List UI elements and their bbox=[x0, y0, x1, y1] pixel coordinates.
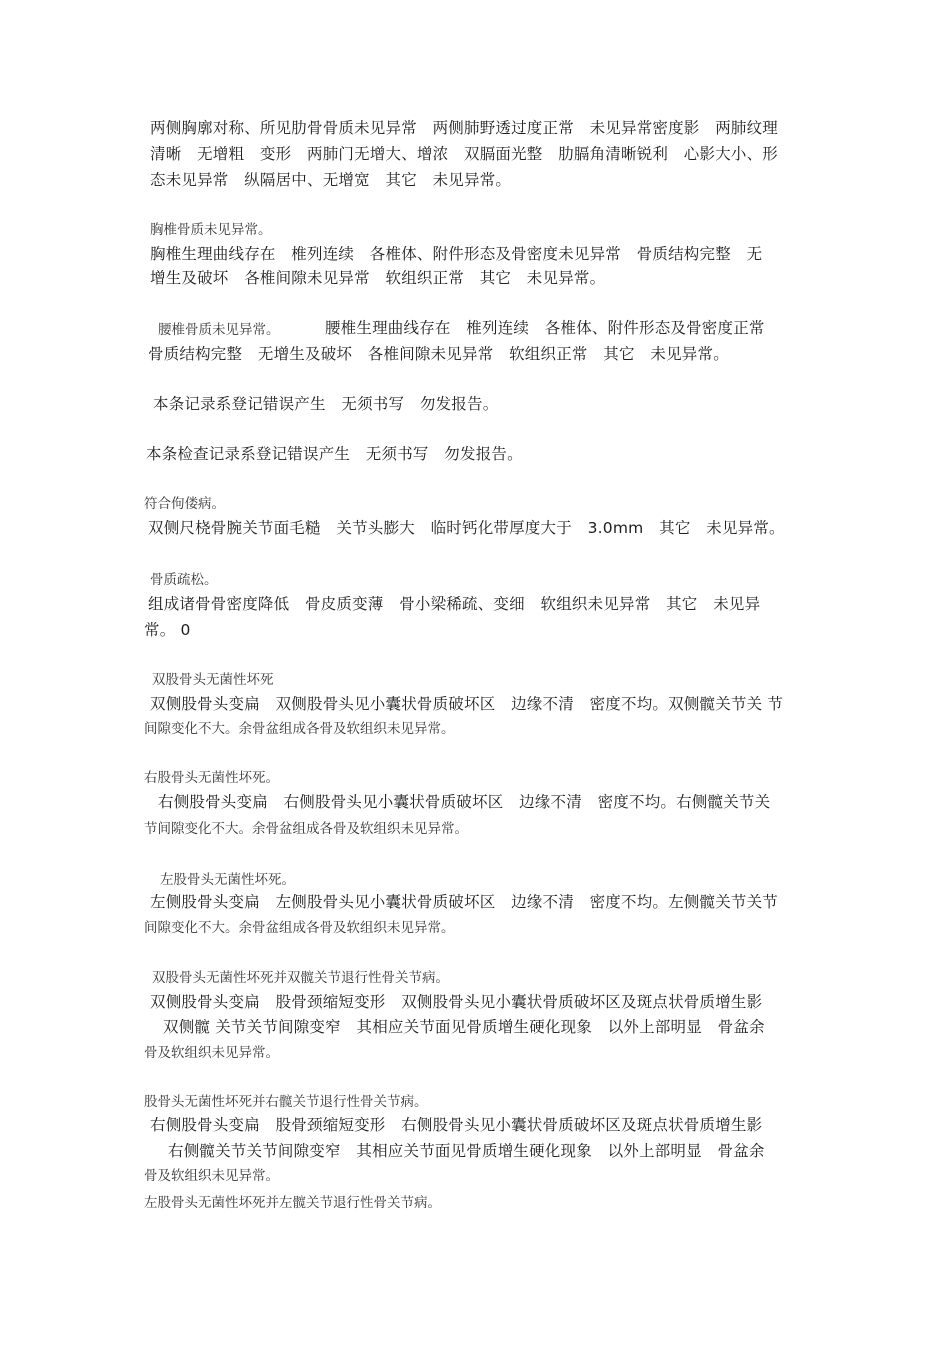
rickets-line-1: 双侧尺桡骨腕关节面毛糙 关节头膨大 临时钙化带厚度大于 3.0mm 其它 未见异常。 bbox=[148, 519, 785, 537]
right-necrosis-line-1: 右侧股骨头变扁 右侧股骨头见小囊状骨质破坏区 边缘不清 密度不均。右侧髋关节关 bbox=[158, 793, 771, 811]
chest-report-line-2: 清晰 无增粗 变形 两肺门无增大、增浓 双膈面光整 肋膈角清晰锐利 心影大小、形 bbox=[150, 145, 779, 163]
osteoporosis-line-2: 常。 0 bbox=[144, 621, 191, 639]
bilateral-necrosis-line-2: 间隙变化不大。余骨盆组成各骨及软组织未见异常。 bbox=[144, 721, 455, 737]
bilateral-necrosis-oa-line-1: 双侧股骨头变扁 股骨颈缩短变形 双侧股骨头见小囊状骨质破坏区及斑点状骨质增生影 bbox=[150, 993, 763, 1011]
bilateral-necrosis-oa-line-2: 双侧髋 关节关节间隙变窄 其相应关节面见骨质增生硬化现象 以外上部明显 骨盆余 bbox=[163, 1018, 765, 1036]
rickets-heading: 符合佝偻病。 bbox=[144, 496, 225, 512]
error-record-note: 本条记录系登记错误产生 无须书写 勿发报告。 bbox=[153, 395, 499, 413]
bilateral-necrosis-line-1: 双侧股骨头变扁 双侧股骨头见小囊状骨质破坏区 边缘不清 密度不均。双侧髋关节关 节 bbox=[150, 695, 784, 713]
lumbar-spine-heading-tail: 腰椎生理曲线存在 椎列连续 各椎体、附件形态及骨密度正常 bbox=[325, 319, 765, 337]
right-hip-oa-heading: 股骨头无菌性坏死并右髋关节退行性骨关节病。 bbox=[144, 1094, 428, 1110]
left-necrosis-heading: 左股骨头无菌性坏死。 bbox=[160, 872, 295, 888]
right-hip-oa-line-3: 骨及软组织未见异常。 bbox=[144, 1168, 279, 1184]
thoracic-spine-line-1: 胸椎生理曲线存在 椎列连续 各椎体、附件形态及骨密度未见异常 骨质结构完整 无 bbox=[150, 245, 763, 263]
thoracic-spine-heading: 胸椎骨质未见异常。 bbox=[150, 222, 272, 238]
left-necrosis-line-1: 左侧股骨头变扁 左侧股骨头见小囊状骨质破坏区 边缘不清 密度不均。左侧髋关节关节 bbox=[150, 893, 779, 911]
bilateral-necrosis-heading: 双股骨头无菌性坏死 bbox=[152, 672, 274, 688]
left-necrosis-line-2: 间隙变化不大。余骨盆组成各骨及软组织未见异常。 bbox=[144, 920, 455, 936]
lumbar-spine-heading: 腰椎骨质未见异常。 bbox=[158, 322, 280, 338]
right-hip-oa-line-1: 右侧股骨头变扁 股骨颈缩短变形 右侧股骨头见小囊状骨质破坏区及斑点状骨质增生影 bbox=[150, 1116, 763, 1134]
chest-report-line-3: 态未见异常 纵隔居中、无增宽 其它 未见异常。 bbox=[150, 171, 512, 189]
right-hip-oa-line-2: 右侧髋关节关节间隙变窄 其相应关节面见骨质增生硬化现象 以外上部明显 骨盆余 bbox=[168, 1142, 765, 1160]
left-hip-oa-heading: 左股骨头无菌性坏死并左髋关节退行性骨关节病。 bbox=[144, 1195, 441, 1211]
chest-report-line-1: 两侧胸廓对称、所见肋骨骨质未见异常 两侧肺野透过度正常 未见异常密度影 两肺纹理 bbox=[150, 119, 779, 137]
bilateral-necrosis-oa-heading: 双股骨头无菌性坏死并双髋关节退行性骨关节病。 bbox=[152, 970, 449, 986]
osteoporosis-line-1: 组成诸骨骨密度降低 骨皮质变薄 骨小梁稀疏、变细 软组织未见异常 其它 未见异 bbox=[148, 595, 761, 613]
osteoporosis-heading: 骨质疏松。 bbox=[150, 572, 218, 588]
right-necrosis-heading: 右股骨头无菌性坏死。 bbox=[144, 770, 279, 786]
right-necrosis-line-2: 节间隙变化不大。余骨盆组成各骨及软组织未见异常。 bbox=[144, 821, 468, 837]
error-exam-note: 本条检查记录系登记错误产生 无须书写 勿发报告。 bbox=[146, 445, 523, 463]
thoracic-spine-line-2: 增生及破坏 各椎间隙未见异常 软组织正常 其它 未见异常。 bbox=[150, 269, 606, 287]
lumbar-spine-line-1: 骨质结构完整 无增生及破坏 各椎间隙未见异常 软组织正常 其它 未见异常。 bbox=[148, 345, 729, 363]
bilateral-necrosis-oa-line-3: 骨及软组织未见异常。 bbox=[144, 1045, 279, 1061]
